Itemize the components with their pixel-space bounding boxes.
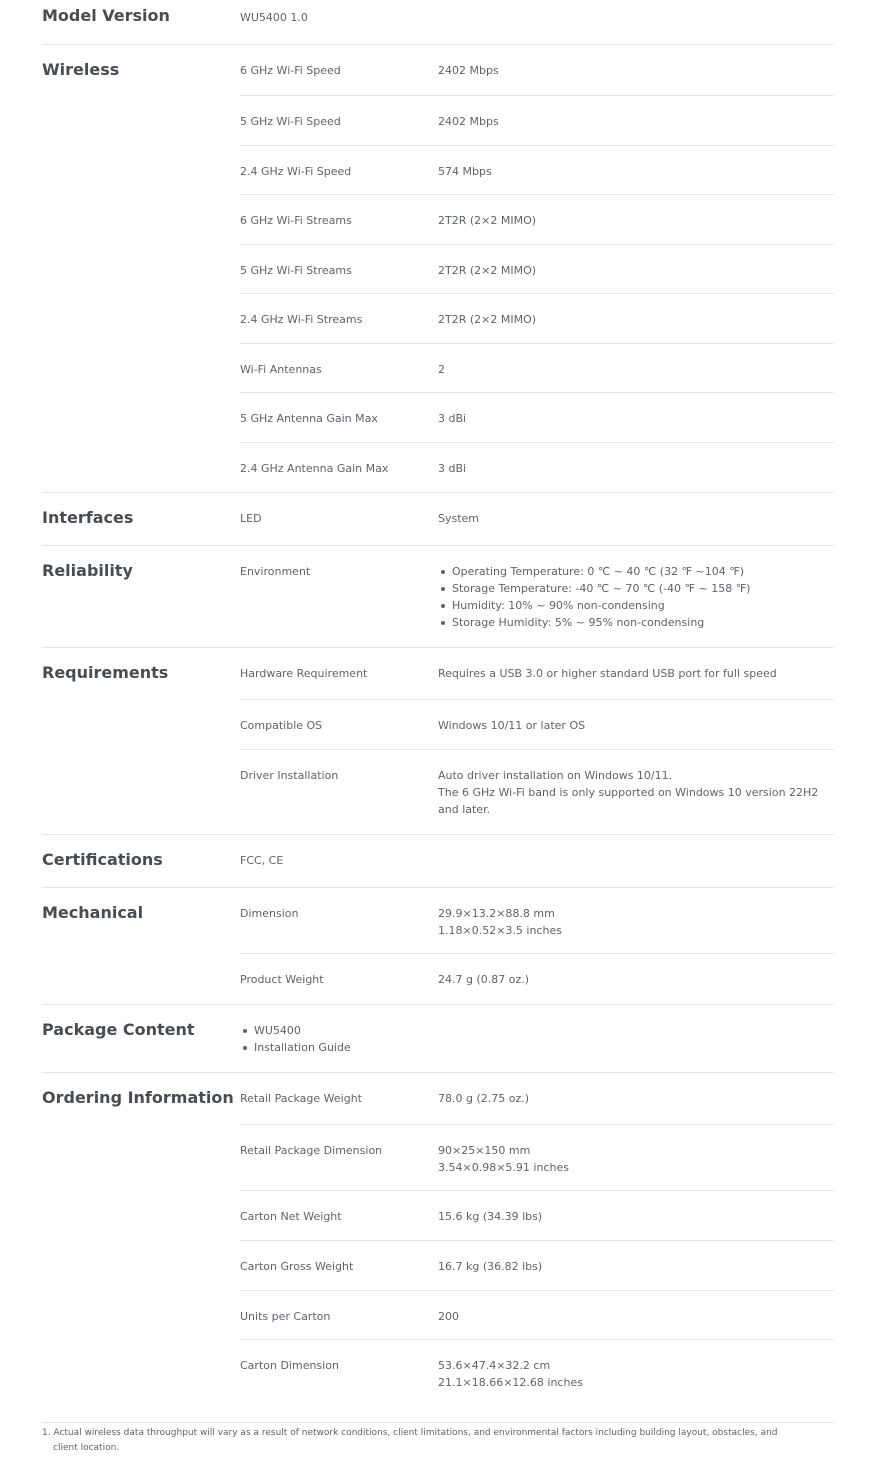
- spec-value-line: 200: [438, 1310, 459, 1323]
- spec-value: [438, 1308, 834, 1339]
- spec-label: Product Weight: [240, 973, 324, 986]
- section-rows: [240, 493, 834, 545]
- spec-value: [438, 1142, 834, 1190]
- spec-value-line: 53.6×47.4×32.2 cm: [438, 1359, 551, 1372]
- spec-value-line: 21.1×18.66×12.68 inches: [438, 1376, 583, 1389]
- spec-row: [240, 1125, 834, 1191]
- spec-table: [42, 0, 834, 1423]
- spec-label: LED: [240, 512, 262, 525]
- section-rows: [240, 1005, 834, 1072]
- spec-label: Carton Net Weight: [240, 1210, 342, 1223]
- spec-value: [438, 163, 834, 194]
- spec-value: [438, 262, 834, 293]
- spec-label: 2.4 GHz Antenna Gain Max: [240, 462, 389, 475]
- section-title: Model Version: [42, 6, 170, 25]
- spec-value: [438, 1208, 834, 1240]
- spec-value: [438, 665, 834, 699]
- spec-label: 6 GHz Wi-Fi Streams: [240, 214, 352, 227]
- spec-value-line: 3 dBi: [438, 462, 467, 475]
- spec-value: [438, 460, 834, 492]
- section-title: Mechanical: [42, 903, 144, 922]
- footnote: 1. Actual wireless data throughput will vary as a result of network conditions, client limitations, and environmental factors including building layout, obstacles, and client location.: [42, 1428, 778, 1453]
- spec-label: Retail Package Weight: [240, 1092, 362, 1105]
- spec-value-line: 2T2R (2×2 MIMO): [438, 264, 537, 277]
- spec-row: [240, 45, 834, 96]
- package-content-list: [240, 1005, 834, 1072]
- spec-label: Hardware Requirement: [240, 667, 368, 680]
- spec-value-line: 3 dBi: [438, 412, 467, 425]
- spec-value-line: Windows 10/11 or later OS: [438, 719, 586, 732]
- spec-row: [240, 393, 834, 443]
- spec-value: [438, 767, 834, 834]
- spec-value: [438, 361, 834, 392]
- section-certifications: [42, 835, 834, 888]
- section-rows: [240, 888, 834, 1004]
- spec-value: [438, 1357, 834, 1422]
- section-rows: [240, 546, 834, 647]
- spec-label: 5 GHz Wi-Fi Streams: [240, 264, 352, 277]
- section-title: Interfaces: [42, 508, 134, 527]
- spec-value-line: 2402 Mbps: [438, 64, 499, 77]
- spec-label: Carton Dimension: [240, 1359, 339, 1372]
- spec-label: 2.4 GHz Wi-Fi Speed: [240, 165, 352, 178]
- spec-row: [240, 443, 834, 492]
- spec-value-line: 1.18×0.52×3.5 inches: [438, 924, 562, 937]
- spec-row: [240, 493, 834, 545]
- environment-list: [438, 563, 834, 631]
- spec-value-line: 2T2R (2×2 MIMO): [438, 214, 537, 227]
- spec-row: [240, 700, 834, 750]
- list-item: Storage Temperature: -40 ℃ ~ 70 ℃ (-40 ℉ ~ 158 ℉): [438, 580, 834, 597]
- spec-value: [438, 410, 834, 442]
- spec-label: Wi-Fi Antennas: [240, 363, 322, 376]
- section-wireless: [42, 45, 834, 493]
- spec-value: [438, 311, 834, 343]
- section-rows: [240, 45, 834, 492]
- spec-label: 2.4 GHz Wi-Fi Streams: [240, 313, 363, 326]
- spec-row: [240, 888, 834, 954]
- section-rows: [240, 835, 834, 887]
- spec-row: [240, 1340, 834, 1422]
- spec-value: [438, 563, 834, 647]
- spec-row: [240, 1073, 834, 1125]
- spec-label: Carton Gross Weight: [240, 1260, 354, 1273]
- spec-label: 5 GHz Antenna Gain Max: [240, 412, 378, 425]
- spec-value: [438, 62, 834, 95]
- spec-value: [438, 113, 834, 145]
- spec-row: [240, 1241, 834, 1291]
- spec-value-line: The 6 GHz Wi-Fi band is only supported on Windows 10 version 22H2 and later.: [438, 786, 819, 816]
- list-item: WU5400: [240, 1022, 834, 1039]
- spec-row: [240, 1291, 834, 1340]
- section-title: Certifications: [42, 850, 163, 869]
- spec-label: Environment: [240, 565, 311, 578]
- spec-label: 5 GHz Wi-Fi Speed: [240, 115, 341, 128]
- spec-value-line: System: [438, 512, 480, 525]
- section-title: Ordering Information: [42, 1088, 234, 1107]
- spec-label: Compatible OS: [240, 719, 323, 732]
- list-item: Humidity: 10% ~ 90% non-condensing: [438, 597, 834, 614]
- spec-value: [438, 1090, 834, 1124]
- section-rows: [240, 1073, 834, 1422]
- spec-row: [240, 245, 834, 294]
- spec-value-line: 29.9×13.2×88.8 mm: [438, 907, 555, 920]
- spec-row: [240, 344, 834, 393]
- spec-value-line: 2402 Mbps: [438, 115, 499, 128]
- section-rows: [240, 648, 834, 834]
- section-package-content: [42, 1005, 834, 1073]
- section-title: Wireless: [42, 60, 120, 79]
- spec-value-line: 574 Mbps: [438, 165, 492, 178]
- spec-value: [438, 717, 834, 749]
- list-item: Operating Temperature: 0 ℃ ~ 40 ℃ (32 ℉ ~104 ℉): [438, 563, 834, 580]
- spec-value-line: 2: [438, 363, 445, 376]
- spec-value: [438, 1258, 834, 1290]
- spec-row: [240, 954, 834, 1004]
- spec-row: [240, 648, 834, 700]
- section-ordering-information: [42, 1073, 834, 1423]
- spec-value-line: Requires a USB 3.0 or higher standard USB port for full speed: [438, 667, 777, 680]
- spec-label: 6 GHz Wi-Fi Speed: [240, 64, 341, 77]
- section-title: Requirements: [42, 663, 169, 682]
- spec-value-line: 3.54×0.98×5.91 inches: [438, 1161, 569, 1174]
- spec-row: [240, 146, 834, 195]
- spec-row: [240, 96, 834, 146]
- spec-row: [240, 750, 834, 834]
- spec-value-line: 16.7 kg (36.82 lbs): [438, 1260, 543, 1273]
- section-model-version: [42, 0, 834, 45]
- spec-label: Units per Carton: [240, 1310, 331, 1323]
- spec-label: Driver Installation: [240, 769, 339, 782]
- section-rows: [240, 0, 834, 44]
- spec-value-line: 15.6 kg (34.39 lbs): [438, 1210, 543, 1223]
- spec-value-line: 78.0 g (2.75 oz.): [438, 1092, 530, 1105]
- spec-value-line: 24.7 g (0.87 oz.): [438, 973, 530, 986]
- spec-value: [438, 212, 834, 244]
- list-item: Installation Guide: [240, 1039, 834, 1056]
- section-requirements: [42, 648, 834, 835]
- spec-value-line: 2T2R (2×2 MIMO): [438, 313, 537, 326]
- spec-row: [240, 195, 834, 245]
- spec-row: [240, 546, 834, 647]
- spec-value: [438, 971, 834, 1004]
- spec-row: [240, 1191, 834, 1241]
- spec-label: Retail Package Dimension: [240, 1144, 383, 1157]
- section-title: Reliability: [42, 561, 133, 580]
- spec-value-line: Auto driver installation on Windows 10/11.: [438, 769, 673, 782]
- spec-row: [240, 294, 834, 344]
- section-value: FCC, CE: [240, 854, 284, 867]
- list-item: Storage Humidity: 5% ~ 95% non-condensing: [438, 614, 834, 631]
- section-interfaces: [42, 493, 834, 546]
- spec-value: [438, 905, 834, 953]
- section-reliability: [42, 546, 834, 648]
- section-value: WU5400 1.0: [240, 11, 308, 24]
- spec-label: Dimension: [240, 907, 299, 920]
- spec-value: [438, 510, 834, 545]
- spec-value-line: 90×25×150 mm: [438, 1144, 531, 1157]
- section-mechanical: [42, 888, 834, 1005]
- section-title: Package Content: [42, 1020, 195, 1039]
